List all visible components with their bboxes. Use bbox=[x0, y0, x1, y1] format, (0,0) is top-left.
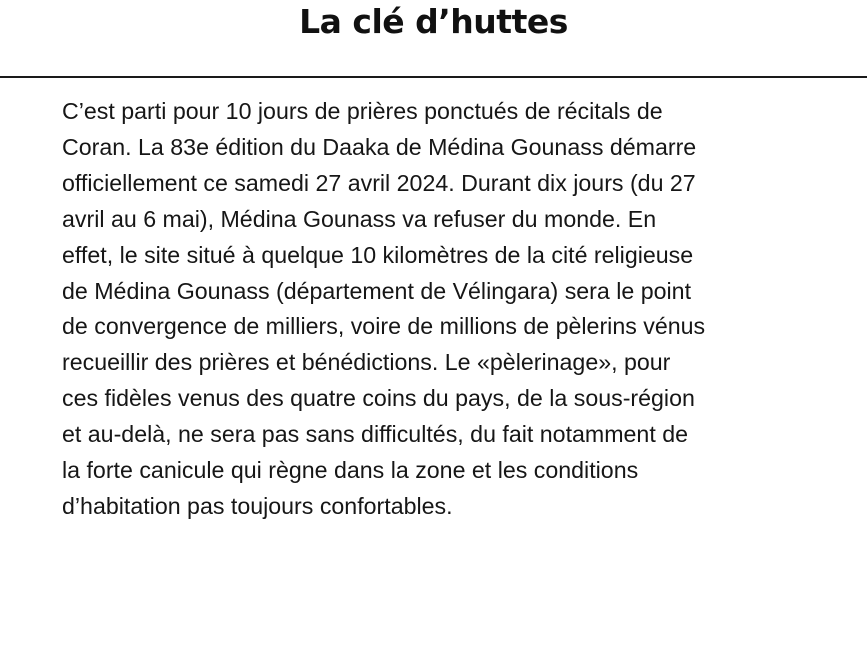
body-line: la forte canicule qui règne dans la zone et les conditions bbox=[62, 457, 639, 484]
title-divider bbox=[0, 76, 867, 78]
body-line: d’habitation pas toujours confortables. bbox=[62, 492, 453, 519]
article-title: La clé d’huttes bbox=[299, 2, 568, 41]
body-line: officiellement ce samedi 27 avril 2024. Durant dix jours (du 27 bbox=[62, 169, 696, 196]
body-line: Coran. La 83e édition du Daaka de Médina Gounass démarre bbox=[62, 133, 697, 160]
body-line: ces fidèles venus des quatre coins du pays, de la sous-région bbox=[62, 385, 695, 412]
body-line: de Médina Gounass (département de Vélingara) sera le point bbox=[62, 277, 692, 304]
article-body bbox=[62, 94, 814, 525]
body-line: de convergence de milliers, voire de millions de pèlerins vénus bbox=[62, 313, 706, 340]
body-line: effet, le site situé à quelque 10 kilomètres de la cité religieuse bbox=[62, 241, 694, 268]
body-line: avril au 6 mai), Médina Gounass va refuser du monde. En bbox=[62, 205, 657, 232]
body-line: recueillir des prières et bénédictions. Le «pèlerinage», pour bbox=[62, 349, 671, 376]
body-line: et au-delà, ne sera pas sans difficultés, du fait notamment de bbox=[62, 421, 689, 448]
body-line: C’est parti pour 10 jours de prières ponctués de récitals de bbox=[62, 98, 663, 124]
